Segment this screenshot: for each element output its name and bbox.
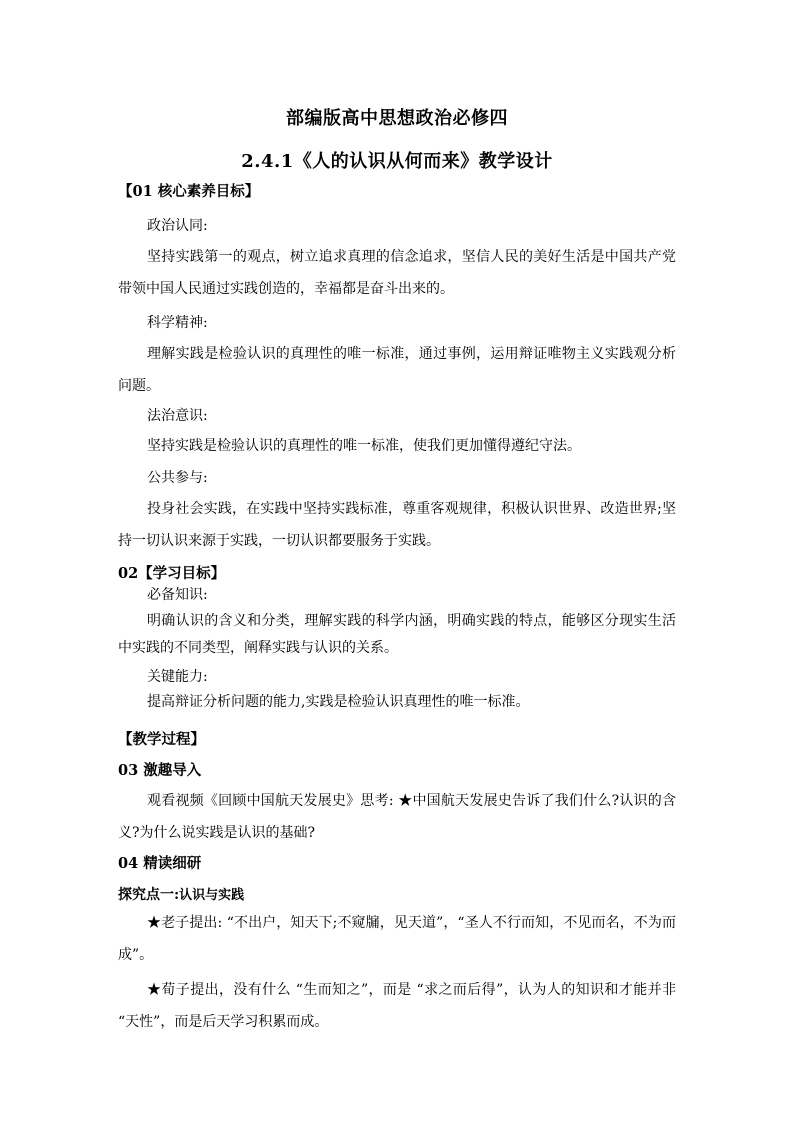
item-label-political: 政治认同: — [147, 218, 208, 234]
item-text-ability: 提高辩证分析问题的能力,实践是检验认识真理性的唯一标准。 — [147, 694, 530, 710]
laozi-quote: ★老子提出: “不出户，知天下;不窥牖，见天道”，“圣人不行而知，不见而名，不为而成”。 — [118, 915, 676, 963]
item-text-public: 投身社会实践，在实践中坚持实践标准，尊重客观规律，积极认识世界、改造世界;坚持一切认识来源于实践，一切认识都要服务于实践。 — [118, 501, 676, 549]
item-label-law: 法治意识: — [147, 408, 208, 424]
section-heading-close-reading: 04 精读细研 — [118, 855, 202, 872]
item-text-political: 坚持实践第一的观点，树立追求真理的信念追求，坚信人民的美好生活是中国共产党带领中国人民通过实践创造的，幸福都是奋斗出来的。 — [118, 249, 676, 297]
item-label-public: 公共参与: — [147, 470, 208, 486]
item-label-ability: 关键能力: — [147, 669, 208, 685]
section-heading-process: 【教学过程】 — [118, 731, 205, 748]
section-heading-learning-goals: 02【学习目标】 — [118, 565, 226, 582]
item-text-law: 坚持实践是检验认识的真理性的唯一标准，使我们更加懂得遵纪守法。 — [147, 438, 581, 454]
inquiry-point-label: 探究点一: — [118, 887, 180, 903]
item-label-knowledge: 必备知识: — [147, 587, 208, 603]
inquiry-point-title: 认识与实践 — [179, 888, 245, 903]
item-text-knowledge: 明确认识的含义和分类，理解实践的科学内涵，明确实践的特点，能够区分现实生活中实践的不同类型，阐释实践与认识的关系。 — [118, 613, 676, 656]
document-subtitle: 2.4.1《人的认识从何而来》教学设计 — [241, 151, 553, 172]
xunzi-quote: ★荀子提出，没有什么 “生而知之”，而是 “求之而后得”，认为人的知识和才能并非 “天性”，而是后天学习积累而成。 — [118, 982, 676, 1030]
item-text-science: 理解实践是检验认识的真理性的唯一标准，通过事例，运用辩证唯物主义实践观分析问题。 — [118, 346, 676, 394]
item-label-science: 科学精神: — [147, 315, 208, 331]
section-heading-core-literacy: 【01 核心素养目标】 — [118, 183, 260, 200]
inquiry-point-one — [118, 884, 244, 904]
intro-text: 观看视频《回顾中国航天发展史》思考: ★中国航天发展史告诉了我们什么?认识的含义?为什么说实践是认识的基础? — [118, 793, 676, 841]
document-title: 部编版高中思想政治必修四 — [286, 108, 508, 129]
section-heading-intro: 03 激趣导入 — [118, 762, 202, 779]
